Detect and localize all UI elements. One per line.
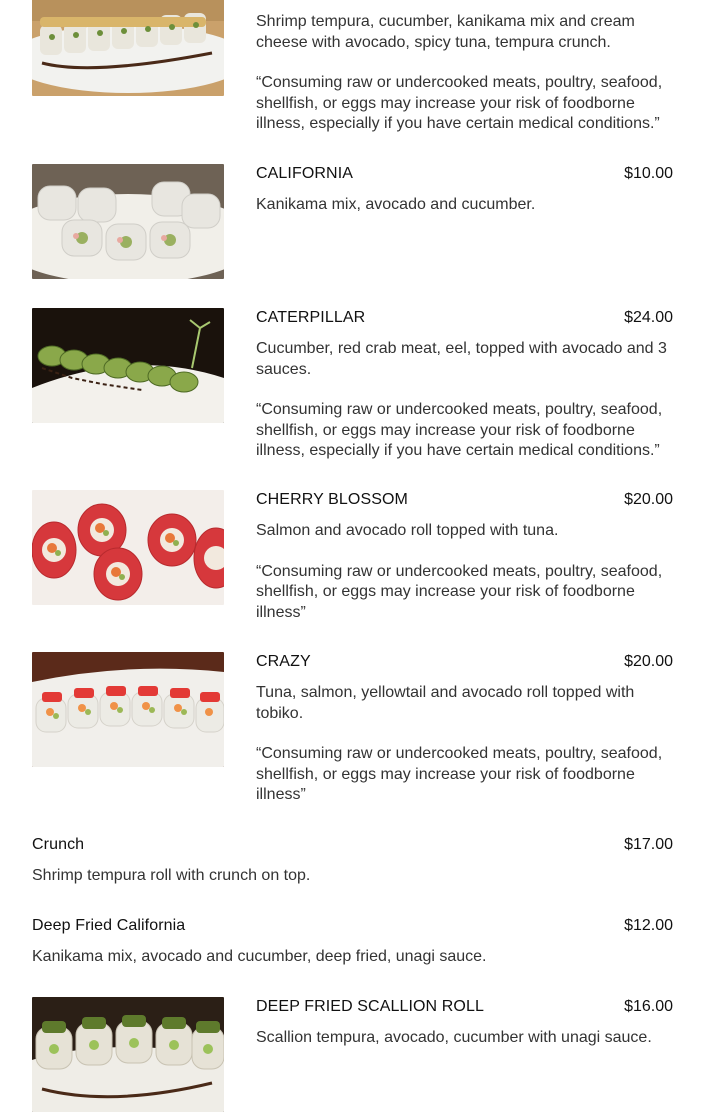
menu-item-price: $20.00 — [624, 653, 673, 670]
menu-item-description: Shrimp tempura, cucumber, kanikama mix and cream cheese with avocado, spicy tuna, tempura crunch. — [256, 13, 635, 51]
menu-item-header — [256, 490, 673, 510]
menu-item-name[interactable]: CALIFORNIA — [256, 165, 354, 182]
menu-item-text — [256, 164, 673, 216]
menu-item-text — [256, 652, 673, 806]
menu-item-name[interactable]: Deep Fried California — [32, 917, 186, 934]
menu-item-photo[interactable] — [32, 164, 224, 279]
menu-item-text — [256, 490, 673, 623]
menu-item-header — [256, 164, 673, 184]
menu-item-name[interactable]: CHERRY BLOSSOM — [256, 491, 408, 508]
menu-item-text — [256, 997, 673, 1049]
menu-item-photo[interactable] — [32, 997, 224, 1112]
menu-item-name[interactable]: CRAZY — [256, 653, 311, 670]
sushi-roll-photo — [32, 0, 224, 96]
menu-item-header — [32, 835, 673, 855]
menu-item-photo[interactable] — [32, 0, 224, 96]
menu-item-photo[interactable] — [32, 652, 224, 767]
menu-item-name[interactable]: CATERPILLAR — [256, 309, 366, 326]
menu-item-header — [32, 916, 673, 936]
sushi-roll-photo — [32, 997, 224, 1112]
sushi-roll-photo — [32, 308, 224, 423]
menu-item-warning: “Consuming raw or undercooked meats, poultry, seafood, shellfish, or eggs may increase your risk of foodborne illness” — [256, 745, 663, 803]
menu-item-price: $20.00 — [624, 491, 673, 508]
menu-item-price: $17.00 — [624, 836, 673, 853]
menu-item-photo[interactable] — [32, 490, 224, 605]
menu-item-description: Cucumber, red crab meat, eel, topped with avocado and 3 sauces. — [256, 340, 667, 378]
sushi-roll-photo — [32, 164, 224, 279]
menu-item-header — [256, 308, 673, 328]
menu-item-name[interactable]: DEEP FRIED SCALLION ROLL — [256, 998, 484, 1015]
menu-item-warning: “Consuming raw or undercooked meats, poultry, seafood, shellfish, or eggs may increase your risk of foodborne illness” — [256, 562, 663, 621]
menu-item-price: $16.00 — [624, 998, 673, 1015]
menu-item-price: $24.00 — [624, 309, 673, 326]
menu-item-text — [256, 308, 673, 462]
menu-item-header — [256, 652, 673, 672]
menu-item-photo[interactable] — [32, 308, 224, 423]
menu-item-warning: “Consuming raw or undercooked meats, poultry, seafood, shellfish, or eggs may increase your risk of foodborne illness, especially if you have certain medical conditions.” — [256, 74, 663, 132]
sushi-roll-photo — [32, 490, 224, 605]
menu-item-description: Tuna, salmon, yellowtail and avocado roll topped with tobiko. — [256, 684, 635, 722]
menu-item-name[interactable]: Crunch — [32, 836, 85, 853]
menu-item-header — [256, 0, 673, 1]
menu-item-warning: “Consuming raw or undercooked meats, poultry, seafood, shellfish, or eggs may increase your risk of foodborne illness, especially if you have certain medical conditions.” — [256, 401, 663, 459]
menu-item-header — [256, 997, 673, 1017]
menu-item-description: Shrimp tempura roll with crunch on top. — [32, 867, 311, 884]
menu-item-price: $10.00 — [624, 165, 673, 182]
menu-item-description: Kanikama mix, avocado and cucumber, deep fried, unagi sauce. — [32, 948, 487, 965]
menu-item-price: $12.00 — [624, 917, 673, 934]
menu-item-text — [32, 835, 673, 887]
menu-item-text — [256, 0, 673, 135]
menu-item-description: Salmon and avocado roll topped with tuna. — [256, 522, 559, 539]
menu-item-description: Scallion tempura, avocado, cucumber with unagi sauce. — [256, 1029, 652, 1046]
menu-item-text — [32, 916, 673, 968]
sushi-roll-photo — [32, 652, 224, 767]
menu-item-description: Kanikama mix, avocado and cucumber. — [256, 196, 536, 213]
